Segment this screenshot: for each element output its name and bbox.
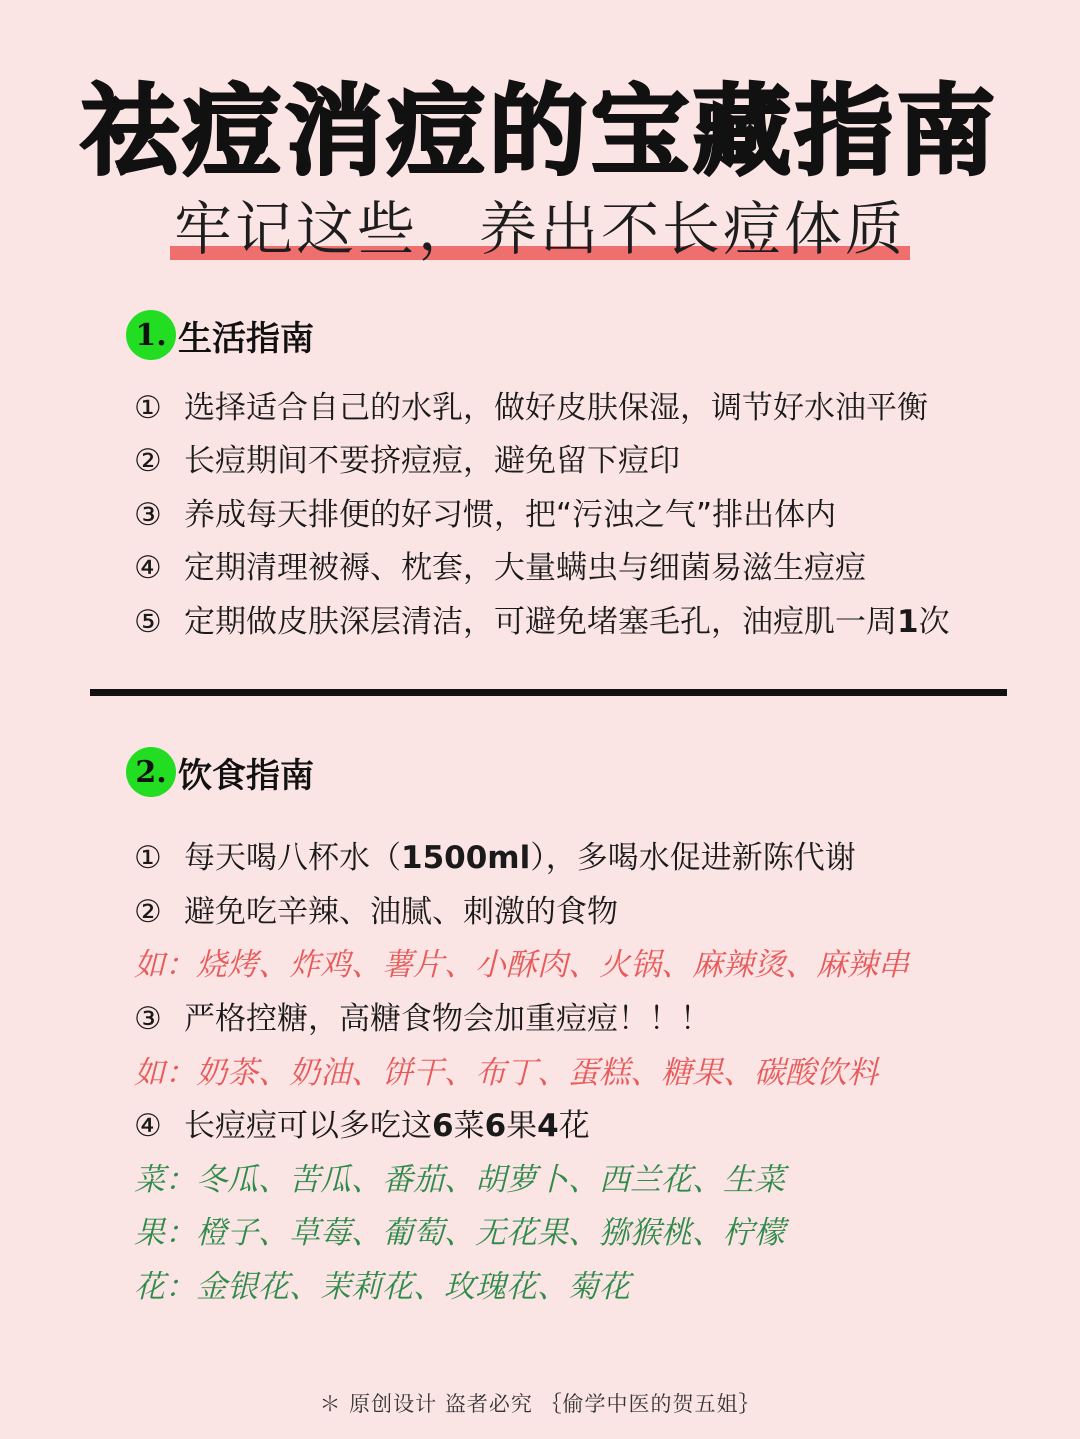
item-marker: ① [134,390,162,426]
item-text: 定期做皮肤深层清洁，可避免堵塞毛孔，油痘肌一周 [184,604,897,640]
section-divider [90,689,1007,696]
item-text: 果 [506,1108,538,1144]
fruit-list: 果：橙子、草莓、葡萄、无花果、猕猴桃、柠檬 [134,1215,785,1251]
item-marker: ④ [134,550,162,586]
item-marker: ③ [134,1001,162,1037]
item-text: 避免吃辛辣、油腻、刺激的食物 [184,894,618,930]
item-bold-number: 4 [537,1108,559,1144]
life-item-2 [134,441,680,481]
section-life-heading [126,310,314,360]
item-text: 花 [558,1108,590,1144]
item-text: 菜 [453,1108,485,1144]
item-bold-number: 6 [432,1108,454,1144]
item-text: 严格控糖，高糖食物会加重痘痘！！！ [184,1001,711,1037]
item-marker: ① [134,840,162,876]
sugar-food-examples: 如：奶茶、奶油、饼干、布丁、蛋糕、糖果、碳酸饮料 [134,1055,878,1091]
section-title: 饮食指南 [178,755,314,796]
diet-item-3 [134,999,711,1039]
item-marker: ③ [134,497,162,533]
item-text: 长痘期间不要挤痘痘，避免留下痘印 [184,443,680,479]
life-item-4 [134,548,866,588]
item-marker: ⑤ [134,604,162,640]
diet-item-4 [134,1106,590,1146]
item-bold-number: 1 [897,604,919,640]
subtitle-text: 牢记这些，养出不长痘体质 [173,195,906,263]
section-diet-heading [126,747,314,797]
item-bold-number: 1500ml [401,840,531,876]
subtitle-wrap [0,196,1080,262]
subtitle [170,196,910,262]
item-text-end: 次 [918,604,950,640]
item-text: 定期清理被褥、枕套，大量螨虫与细菌易滋生痘痘 [184,550,866,586]
item-text: 选择适合自己的水乳，做好皮肤保湿，调节好水油平衡 [184,390,928,426]
item-text-end: ），多喝水促进新陈代谢 [530,840,856,876]
item-text: 养成每天排便的好习惯，把“污浊之气”排出体内 [184,497,837,533]
item-text: 长痘痘可以多吃这 [184,1108,432,1144]
vegetable-list: 菜：冬瓜、苦瓜、番茄、胡萝卜、西兰花、生菜 [134,1162,785,1198]
item-text: 每天喝八杯水（ [184,840,401,876]
life-item-1 [134,388,928,428]
diet-item-2 [134,892,618,932]
item-marker: ② [134,443,162,479]
spicy-food-examples: 如：烧烤、炸鸡、薯片、小酥肉、火锅、麻辣烫、麻辣串 [134,947,909,983]
item-marker: ② [134,894,162,930]
flower-list: 花：金银花、茉莉花、玫瑰花、菊花 [134,1269,630,1305]
item-bold-number: 6 [484,1108,507,1144]
page-title: 祛痘消痘的宝藏指南 [80,75,999,189]
footer-credit: ＊ 原创设计 盗者必究 ｛偷学中医的贺五姐｝ [319,1392,761,1416]
life-item-3 [134,495,836,535]
section-title: 生活指南 [178,318,314,359]
diet-item-1 [134,838,856,878]
section-number-badge: 2. [126,747,176,797]
item-marker: ④ [134,1108,162,1144]
life-item-5 [134,602,950,642]
section-number-badge: 1. [126,310,176,360]
